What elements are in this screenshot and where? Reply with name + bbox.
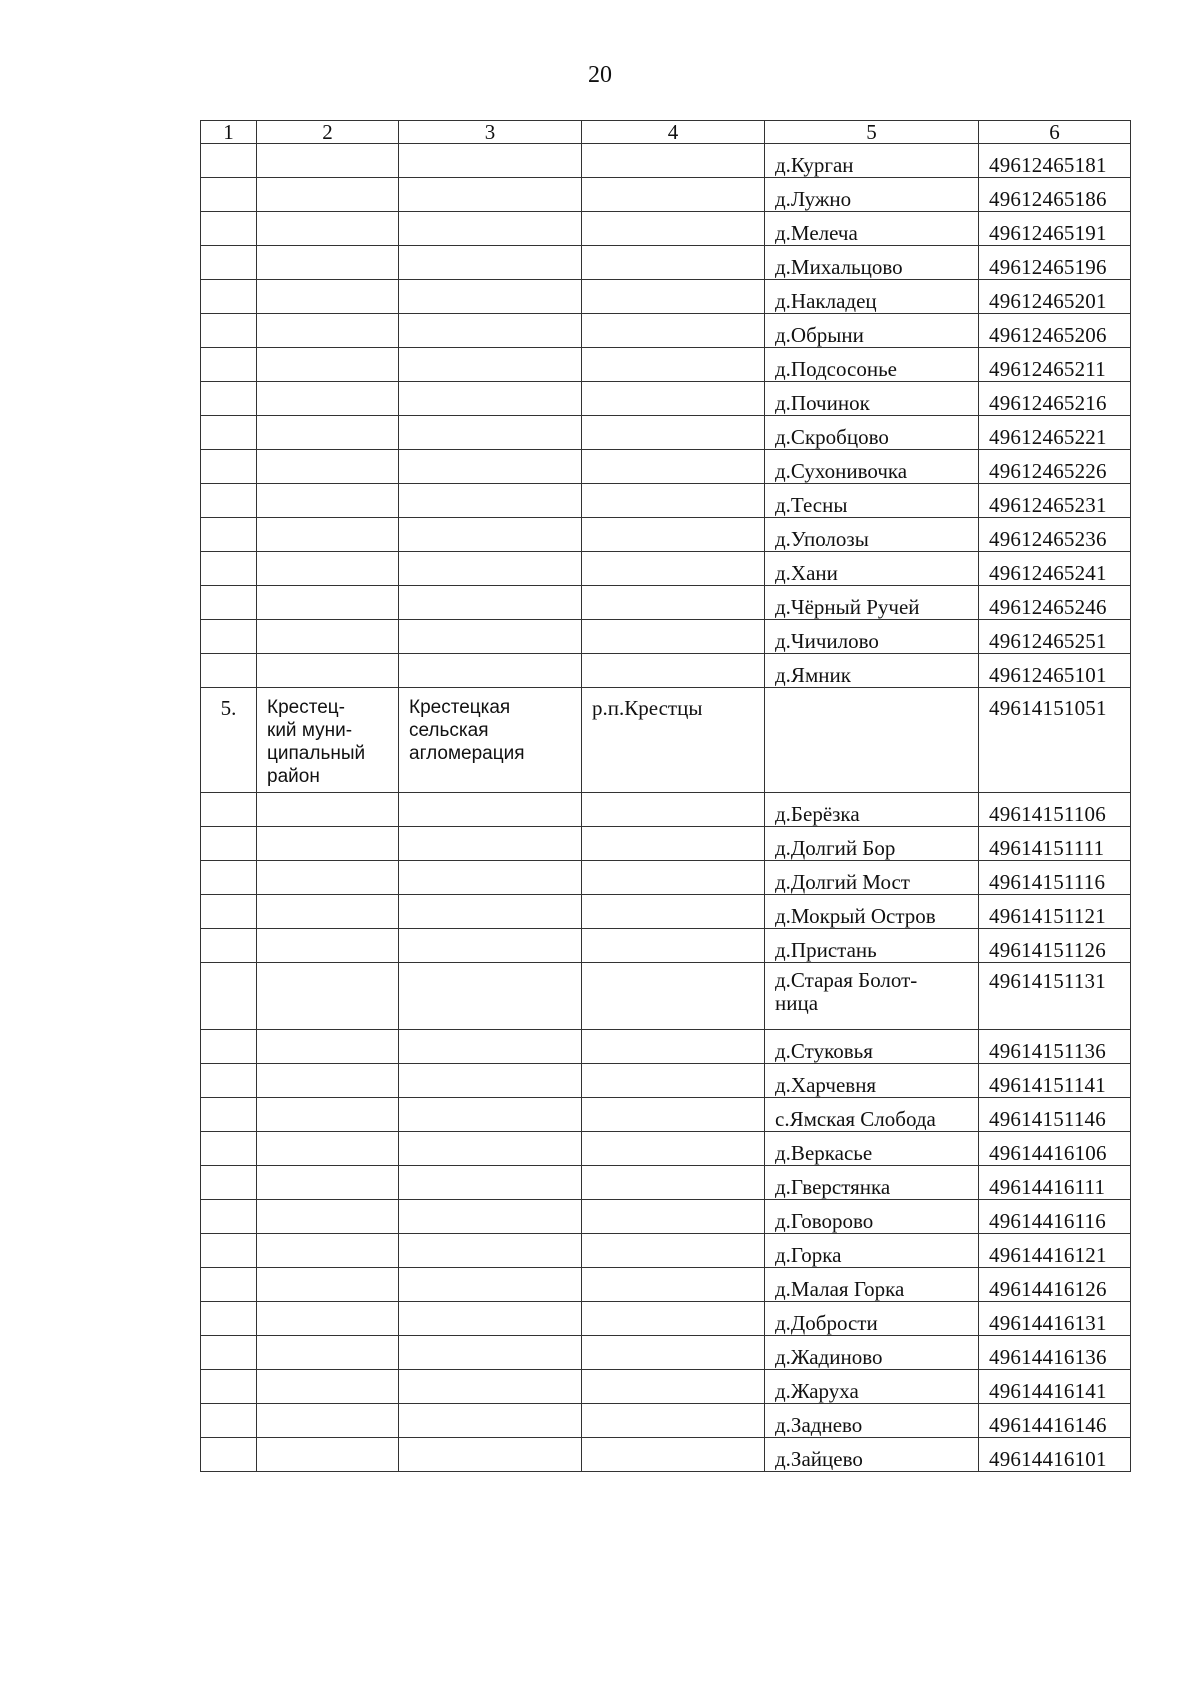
oktmo-code-cell: 49612465236 — [979, 518, 1131, 552]
empty-cell — [257, 178, 399, 212]
settlement-name-cell: д.Михальцово — [765, 246, 979, 280]
empty-cell — [257, 1438, 399, 1472]
oktmo-code-cell: 49612465196 — [979, 246, 1131, 280]
settlement-name-cell: д.Говорово — [765, 1200, 979, 1234]
empty-cell — [399, 861, 582, 895]
empty-cell — [201, 1200, 257, 1234]
empty-cell — [399, 314, 582, 348]
table-row — [201, 1438, 1131, 1472]
empty-cell — [257, 552, 399, 586]
oktmo-code-cell: 49614416101 — [979, 1438, 1131, 1472]
oktmo-code-cell: 49614151121 — [979, 895, 1131, 929]
settlement-name-cell: д.Пристань — [765, 929, 979, 963]
oktmo-code-cell: 49612465201 — [979, 280, 1131, 314]
empty-cell — [257, 246, 399, 280]
empty-cell — [399, 518, 582, 552]
oktmo-code-cell: 49612465101 — [979, 654, 1131, 688]
settlement-name-cell: д.Чичилово — [765, 620, 979, 654]
empty-cell — [257, 212, 399, 246]
column-number: 6 — [979, 121, 1131, 144]
settlement-name-cell: д.Хани — [765, 552, 979, 586]
empty-cell — [257, 314, 399, 348]
center-cell: р.п.Крестцы — [582, 688, 765, 793]
empty-cell — [582, 654, 765, 688]
empty-cell — [582, 1438, 765, 1472]
table-row — [201, 144, 1131, 178]
empty-cell — [399, 144, 582, 178]
empty-cell — [257, 1064, 399, 1098]
oktmo-code-cell: 49612465206 — [979, 314, 1131, 348]
settlement-name-cell: д.Тесны — [765, 484, 979, 518]
empty-cell — [582, 416, 765, 450]
oktmo-code-cell: 49612465241 — [979, 552, 1131, 586]
empty-cell — [399, 586, 582, 620]
settlement-name-cell: д.Харчевня — [765, 1064, 979, 1098]
table-row — [201, 314, 1131, 348]
settlement-name-cell: д.Жадиново — [765, 1336, 979, 1370]
empty-cell — [257, 280, 399, 314]
empty-cell — [399, 178, 582, 212]
column-number: 3 — [399, 121, 582, 144]
empty-cell — [257, 1200, 399, 1234]
table-row — [201, 484, 1131, 518]
table-row — [201, 1132, 1131, 1166]
empty-cell — [201, 348, 257, 382]
empty-cell — [257, 620, 399, 654]
settlement-name-cell: д.Мокрый Остров — [765, 895, 979, 929]
empty-cell — [399, 1132, 582, 1166]
table-row — [201, 861, 1131, 895]
empty-cell — [582, 1404, 765, 1438]
empty-cell — [582, 1098, 765, 1132]
oktmo-code-cell: 49614416131 — [979, 1302, 1131, 1336]
settlement-name-cell: д.Накладец — [765, 280, 979, 314]
empty-cell — [201, 1336, 257, 1370]
empty-cell — [582, 861, 765, 895]
section-number-cell: 5. — [201, 688, 257, 793]
empty-cell — [257, 1404, 399, 1438]
empty-cell — [257, 1336, 399, 1370]
empty-cell — [257, 793, 399, 827]
empty-cell — [582, 963, 765, 1030]
empty-cell — [582, 1030, 765, 1064]
settlement-name-cell: д.Лужно — [765, 178, 979, 212]
empty-cell — [201, 246, 257, 280]
empty-cell — [399, 280, 582, 314]
table-row — [201, 1030, 1131, 1064]
table-row — [201, 929, 1131, 963]
empty-cell — [201, 1064, 257, 1098]
table-row — [201, 1234, 1131, 1268]
empty-cell — [201, 861, 257, 895]
empty-cell — [582, 793, 765, 827]
empty-cell — [201, 314, 257, 348]
settlement-name-cell: д.Зайцево — [765, 1438, 979, 1472]
table-row — [201, 280, 1131, 314]
empty-cell — [399, 1336, 582, 1370]
oktmo-code-cell: 49612465186 — [979, 178, 1131, 212]
empty-cell — [582, 827, 765, 861]
table-row — [201, 178, 1131, 212]
settlement-name-cell: д.Долгий Мост — [765, 861, 979, 895]
oktmo-code-cell: 49614416126 — [979, 1268, 1131, 1302]
table-row — [201, 246, 1131, 280]
empty-cell — [201, 1166, 257, 1200]
empty-cell — [201, 1268, 257, 1302]
empty-cell — [399, 246, 582, 280]
settlement-name-cell: д.Добрости — [765, 1302, 979, 1336]
empty-cell — [257, 895, 399, 929]
empty-cell — [201, 178, 257, 212]
oktmo-code-cell: 49614151051 — [979, 688, 1131, 793]
empty-cell — [257, 1268, 399, 1302]
oktmo-code-cell: 49614416121 — [979, 1234, 1131, 1268]
empty-cell — [399, 348, 582, 382]
empty-cell — [399, 382, 582, 416]
table-row — [201, 654, 1131, 688]
empty-cell — [257, 827, 399, 861]
empty-cell — [257, 1098, 399, 1132]
empty-cell — [582, 280, 765, 314]
empty-cell — [201, 1302, 257, 1336]
empty-cell — [582, 1200, 765, 1234]
empty-cell — [399, 1268, 582, 1302]
empty-cell — [201, 1132, 257, 1166]
empty-cell — [257, 450, 399, 484]
oktmo-code-cell: 49612465181 — [979, 144, 1131, 178]
empty-cell — [582, 314, 765, 348]
settlement-name-cell: д.Жаруха — [765, 1370, 979, 1404]
empty-cell — [399, 1166, 582, 1200]
settlement-name-cell: д.Веркасье — [765, 1132, 979, 1166]
empty-cell — [201, 793, 257, 827]
empty-cell — [582, 450, 765, 484]
empty-cell — [399, 827, 582, 861]
empty-cell — [399, 1438, 582, 1472]
empty-cell — [399, 552, 582, 586]
empty-cell — [201, 1370, 257, 1404]
oktmo-code-cell: 49614151131 — [979, 963, 1131, 1030]
empty-cell — [257, 963, 399, 1030]
oktmo-code-cell: 49614416141 — [979, 1370, 1131, 1404]
settlement-name-cell: д.Гверстянка — [765, 1166, 979, 1200]
column-number: 4 — [582, 121, 765, 144]
empty-cell — [257, 1234, 399, 1268]
empty-cell — [582, 178, 765, 212]
empty-cell — [257, 382, 399, 416]
empty-cell — [201, 144, 257, 178]
settlement-name-cell: д.Заднево — [765, 1404, 979, 1438]
empty-cell — [582, 1336, 765, 1370]
table-row — [201, 1370, 1131, 1404]
settlements-table — [200, 120, 1131, 1472]
empty-cell — [399, 620, 582, 654]
settlement-name-cell: д.Подсосонье — [765, 348, 979, 382]
empty-cell — [257, 654, 399, 688]
oktmo-code-cell: 49612465191 — [979, 212, 1131, 246]
empty-cell — [582, 518, 765, 552]
oktmo-code-cell: 49612465221 — [979, 416, 1131, 450]
oktmo-code-cell: 49612465216 — [979, 382, 1131, 416]
empty-cell — [582, 1302, 765, 1336]
oktmo-code-cell: 49612465226 — [979, 450, 1131, 484]
empty-cell — [399, 484, 582, 518]
empty-cell — [201, 654, 257, 688]
column-number: 5 — [765, 121, 979, 144]
settlement-name-cell: д.Мелеча — [765, 212, 979, 246]
settlement-name-cell: д.Починок — [765, 382, 979, 416]
agglomeration-cell: Крестецкая сельская агломерация — [399, 688, 582, 793]
oktmo-code-cell: 49612465251 — [979, 620, 1131, 654]
table-row — [201, 1064, 1131, 1098]
oktmo-code-cell: 49614151111 — [979, 827, 1131, 861]
empty-cell — [399, 895, 582, 929]
oktmo-code-cell: 49612465246 — [979, 586, 1131, 620]
empty-cell — [582, 586, 765, 620]
settlement-name-cell: д.Ямник — [765, 654, 979, 688]
table-row — [201, 1200, 1131, 1234]
empty-cell — [257, 484, 399, 518]
empty-cell — [257, 861, 399, 895]
page-number: 20 — [588, 62, 612, 88]
table-row — [201, 348, 1131, 382]
empty-cell — [257, 416, 399, 450]
oktmo-code-cell: 49614151146 — [979, 1098, 1131, 1132]
table-row — [201, 963, 1131, 1030]
empty-cell — [582, 552, 765, 586]
empty-cell — [399, 929, 582, 963]
settlement-name-cell: д.Долгий Бор — [765, 827, 979, 861]
settlement-name-cell: д.Малая Горка — [765, 1268, 979, 1302]
empty-cell — [201, 1438, 257, 1472]
table-row — [201, 895, 1131, 929]
empty-cell — [201, 929, 257, 963]
empty-cell — [257, 1370, 399, 1404]
oktmo-code-cell: 49614416111 — [979, 1166, 1131, 1200]
settlement-name-cell: д.Горка — [765, 1234, 979, 1268]
empty-cell — [399, 1404, 582, 1438]
empty-cell — [399, 450, 582, 484]
empty-cell — [257, 1166, 399, 1200]
district-cell: Крестец- кий муни- ципальный район — [257, 688, 399, 793]
empty-cell — [201, 827, 257, 861]
empty-cell — [399, 1370, 582, 1404]
empty-cell — [257, 144, 399, 178]
empty-cell — [257, 1030, 399, 1064]
empty-cell — [582, 212, 765, 246]
oktmo-code-cell: 49614151136 — [979, 1030, 1131, 1064]
oktmo-code-cell: 49614151106 — [979, 793, 1131, 827]
settlement-name-cell: д.Курган — [765, 144, 979, 178]
empty-cell — [582, 382, 765, 416]
table-row — [201, 518, 1131, 552]
empty-cell — [201, 450, 257, 484]
settlement-name-cell: д.Уполозы — [765, 518, 979, 552]
empty-cell — [201, 895, 257, 929]
empty-cell — [399, 212, 582, 246]
oktmo-code-cell: 49614416116 — [979, 1200, 1131, 1234]
table-row — [201, 620, 1131, 654]
oktmo-code-cell: 49614416136 — [979, 1336, 1131, 1370]
table-row — [201, 1302, 1131, 1336]
table-row — [201, 450, 1131, 484]
table-row — [201, 1268, 1131, 1302]
empty-cell — [399, 416, 582, 450]
oktmo-code-cell: 49614416146 — [979, 1404, 1131, 1438]
table-row — [201, 1098, 1131, 1132]
settlement-name-cell: д.Старая Болот- ница — [765, 963, 979, 1030]
empty-cell — [582, 484, 765, 518]
empty-cell — [399, 963, 582, 1030]
empty-cell — [201, 620, 257, 654]
empty-cell — [201, 416, 257, 450]
empty-cell — [257, 1132, 399, 1166]
empty-cell — [582, 1064, 765, 1098]
settlement-name-cell: д.Обрыни — [765, 314, 979, 348]
settlement-name-cell — [765, 688, 979, 793]
settlement-name-cell: д.Скробцово — [765, 416, 979, 450]
oktmo-code-cell: 49614151116 — [979, 861, 1131, 895]
empty-cell — [399, 793, 582, 827]
empty-cell — [257, 348, 399, 382]
table-row — [201, 827, 1131, 861]
oktmo-code-cell: 49614151126 — [979, 929, 1131, 963]
settlement-name-cell: д.Чёрный Ручей — [765, 586, 979, 620]
empty-cell — [201, 1234, 257, 1268]
empty-cell — [201, 963, 257, 1030]
empty-cell — [399, 1098, 582, 1132]
empty-cell — [582, 1166, 765, 1200]
empty-cell — [257, 929, 399, 963]
column-number: 2 — [257, 121, 399, 144]
column-number: 1 — [201, 121, 257, 144]
settlement-name-cell: д.Берёзка — [765, 793, 979, 827]
table-row — [201, 552, 1131, 586]
empty-cell — [582, 895, 765, 929]
table-row — [201, 793, 1131, 827]
empty-cell — [582, 1132, 765, 1166]
empty-cell — [582, 620, 765, 654]
empty-cell — [257, 586, 399, 620]
table-row — [201, 416, 1131, 450]
table-row — [201, 1166, 1131, 1200]
empty-cell — [201, 382, 257, 416]
empty-cell — [257, 1302, 399, 1336]
empty-cell — [399, 654, 582, 688]
empty-cell — [582, 929, 765, 963]
table-row — [201, 586, 1131, 620]
empty-cell — [201, 1098, 257, 1132]
empty-cell — [399, 1302, 582, 1336]
empty-cell — [201, 212, 257, 246]
empty-cell — [201, 518, 257, 552]
empty-cell — [399, 1234, 582, 1268]
empty-cell — [399, 1064, 582, 1098]
table-row — [201, 1404, 1131, 1438]
empty-cell — [582, 246, 765, 280]
empty-cell — [201, 552, 257, 586]
oktmo-code-cell: 49614151141 — [979, 1064, 1131, 1098]
oktmo-code-cell: 49612465231 — [979, 484, 1131, 518]
empty-cell — [257, 518, 399, 552]
table-row — [201, 382, 1131, 416]
section-row — [201, 688, 1131, 793]
empty-cell — [399, 1200, 582, 1234]
empty-cell — [582, 1370, 765, 1404]
empty-cell — [582, 348, 765, 382]
oktmo-code-cell: 49614416106 — [979, 1132, 1131, 1166]
settlement-name-cell: д.Сухонивочка — [765, 450, 979, 484]
empty-cell — [201, 1030, 257, 1064]
table-row — [201, 212, 1131, 246]
empty-cell — [201, 280, 257, 314]
table-row — [201, 1336, 1131, 1370]
empty-cell — [201, 484, 257, 518]
empty-cell — [201, 586, 257, 620]
empty-cell — [582, 1234, 765, 1268]
settlement-name-cell: д.Стуковья — [765, 1030, 979, 1064]
empty-cell — [399, 1030, 582, 1064]
empty-cell — [582, 144, 765, 178]
column-number-row — [201, 121, 1131, 144]
empty-cell — [201, 1404, 257, 1438]
oktmo-code-cell: 49612465211 — [979, 348, 1131, 382]
empty-cell — [582, 1268, 765, 1302]
settlement-name-cell: с.Ямская Слобода — [765, 1098, 979, 1132]
